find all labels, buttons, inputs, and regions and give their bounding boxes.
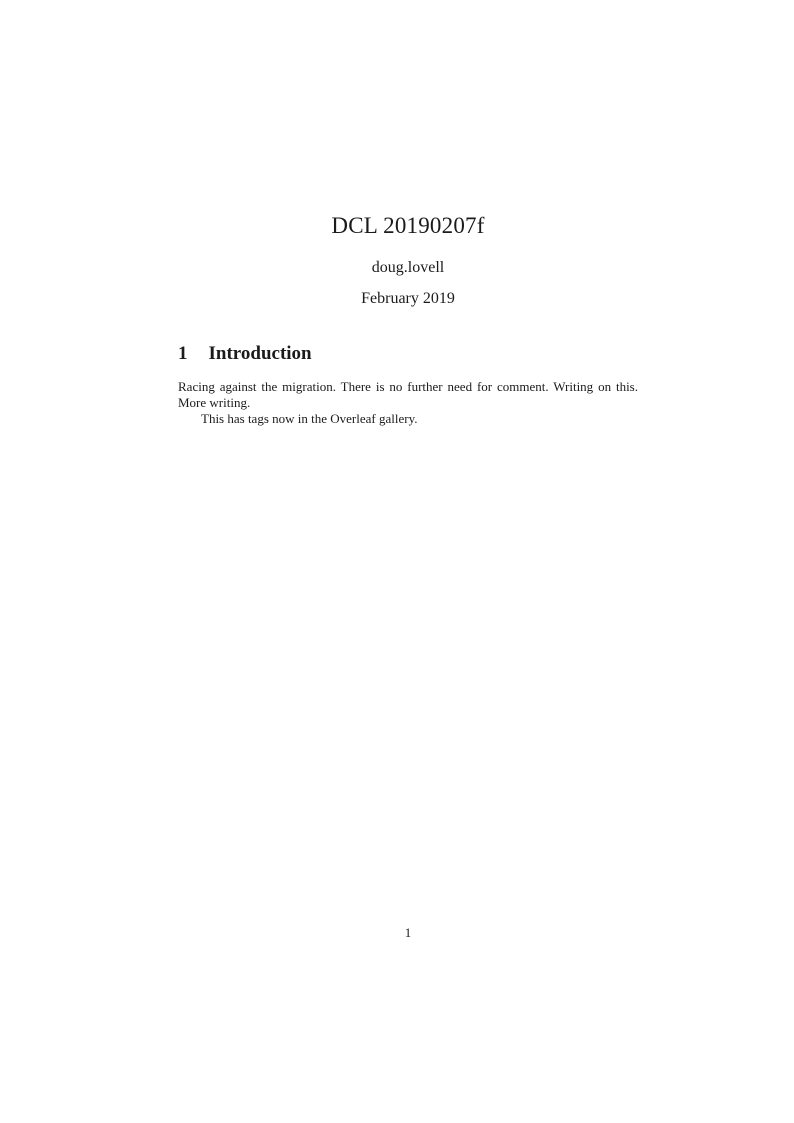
body-paragraph-1: Racing against the migration. There is no further need for comment. Writing on this. More writing. — [178, 379, 638, 410]
section-number: 1 — [178, 343, 188, 364]
document-title: DCL 20190207f — [331, 213, 485, 238]
section-heading — [178, 343, 638, 365]
document-date: February 2019 — [361, 290, 455, 307]
document-author: doug.lovell — [371, 259, 445, 276]
section-title: Introduction — [208, 343, 312, 364]
page-number: 1 — [404, 925, 412, 940]
body-paragraph-2: This has tags now in the Overleaf gallery. — [201, 411, 418, 426]
